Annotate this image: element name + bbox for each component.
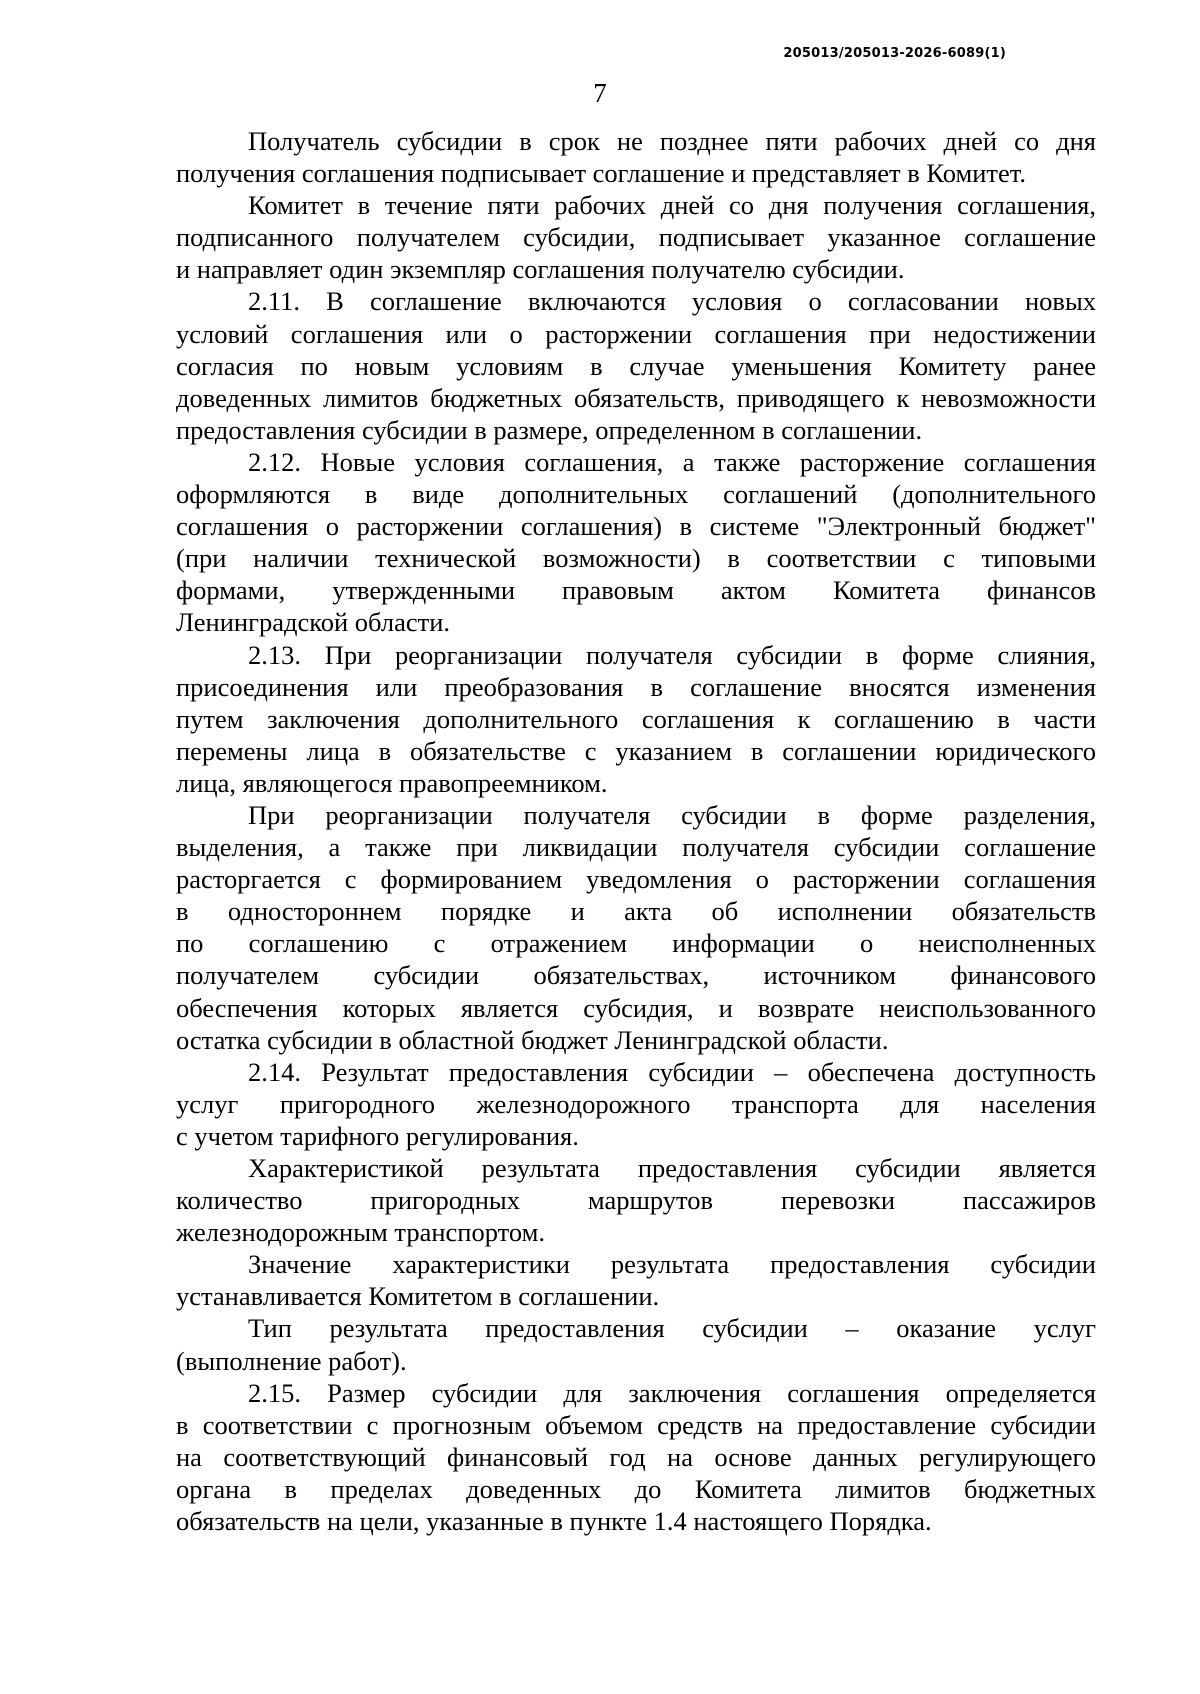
paragraph-line: Значение характеристики результата предоставления субсидии <box>248 1249 1096 1280</box>
paragraph-line: формами, утвержденными правовым актом Комитета финансов <box>176 575 1096 606</box>
paragraph-line: обязательств на цели, указанные в пункте 1.4 настоящего Порядка. <box>176 1506 932 1537</box>
paragraph <box>176 1248 1096 1312</box>
paragraph-line: перемены лица в обязательстве с указанием в соглашении юридического <box>176 735 1096 766</box>
paragraph <box>176 1312 1096 1376</box>
paragraph <box>176 1056 1096 1152</box>
paragraph-line: подписанного получателем субсидии, подписывает указанное соглашение <box>176 222 1096 253</box>
paragraph-line: Получатель субсидии в срок не позднее пяти рабочих дней со дня <box>248 126 1096 156</box>
paragraph-line: 2.15. Размер субсидии для заключения соглашения определяется <box>248 1377 1096 1408</box>
paragraph-line: соглашения о расторжении соглашения) в системе "Электронный бюджет" <box>176 511 1096 542</box>
paragraph-line: получения соглашения подписывает соглашение и представляет в Комитет. <box>176 158 1026 189</box>
paragraph-line: услуг пригородного железнодорожного транспорта для населения <box>176 1088 1096 1119</box>
paragraph <box>176 125 1096 189</box>
paragraph-line: получателем субсидии обязательствах, источником финансового <box>176 960 1096 991</box>
paragraph <box>176 1377 1096 1537</box>
paragraph-line: количество пригородных маршрутов перевозки пассажиров <box>176 1185 1096 1216</box>
paragraph-line: 2.13. При реорганизации получателя субсидии в форме слияния, <box>248 639 1096 670</box>
paragraph-line: выделения, а также при ликвидации получателя субсидии соглашение <box>176 832 1096 863</box>
paragraph <box>176 285 1096 445</box>
paragraph-line: Тип результата предоставления субсидии – оказание услуг <box>248 1313 1096 1344</box>
page-number: 7 <box>593 78 607 108</box>
paragraph-line: остатка субсидии в областной бюджет Ленинградской области. <box>176 1024 889 1055</box>
paragraph-line: согласия по новым условиям в случае уменьшения Комитету ранее <box>176 350 1096 381</box>
document-body <box>176 125 1096 1537</box>
paragraph-line: в одностороннем порядке и акта об исполнении обязательств <box>176 896 1096 927</box>
paragraph-line: обеспечения которых является субсидия, и возврате неиспользованного <box>176 992 1096 1023</box>
paragraph-line: присоединения или преобразования в соглашение вносятся изменения <box>176 671 1096 702</box>
paragraph-line: Характеристикой результата предоставления субсидии является <box>248 1153 1096 1183</box>
paragraph-line: (при наличии технической возможности) в соответствии с типовыми <box>176 543 1096 574</box>
paragraph-line: органа в пределах доведенных до Комитета лимитов бюджетных <box>176 1473 1096 1504</box>
paragraph-line: путем заключения дополнительного соглашения к соглашению в части <box>176 703 1096 734</box>
paragraph <box>176 189 1096 285</box>
paragraph-line: предоставления субсидии в размере, определенном в соглашении. <box>176 414 923 445</box>
paragraph-line: расторгается с формированием уведомления о расторжении соглашения <box>176 864 1096 895</box>
paragraph-line: 2.11. В соглашение включаются условия о согласовании новых <box>248 286 1096 317</box>
paragraph-line: 2.14. Результат предоставления субсидии – обеспечена доступность <box>248 1056 1096 1087</box>
paragraph-line: условий соглашения или о расторжении соглашения при недостижении <box>176 318 1096 349</box>
paragraph-line: на соответствующий финансовый год на основе данных регулирующего <box>176 1441 1096 1472</box>
paragraph-line: Комитет в течение пяти рабочих дней со дня получения соглашения, <box>248 190 1096 221</box>
paragraph-line: При реорганизации получателя субсидии в форме разделения, <box>248 799 1096 830</box>
paragraph-line: Ленинградской области. <box>176 607 451 638</box>
paragraph-line: с учетом тарифного регулирования. <box>176 1120 579 1151</box>
paragraph-line: лица, являющегося правопреемником. <box>176 767 608 798</box>
paragraph-line: по соглашению с отражением информации о неисполненных <box>176 928 1096 959</box>
paragraph <box>176 799 1096 1056</box>
paragraph-line: оформляются в виде дополнительных соглашений (дополнительного <box>176 479 1096 510</box>
paragraph <box>176 1152 1096 1248</box>
paragraph-line: доведенных лимитов бюджетных обязательств, приводящего к невозможности <box>176 382 1096 413</box>
paragraph-line: (выполнение работ). <box>176 1345 407 1376</box>
paragraph <box>176 639 1096 799</box>
paragraph-line: устанавливается Комитетом в соглашении. <box>176 1281 660 1312</box>
document-registration-code: 205013/205013-2026-6089(1) <box>783 46 1006 61</box>
paragraph <box>176 446 1096 639</box>
paragraph-line: в соответствии с прогнозным объемом средств на предоставление субсидии <box>176 1409 1096 1440</box>
paragraph-line: и направляет один экземпляр соглашения получателю субсидии. <box>176 254 905 285</box>
paragraph-line: железнодорожным транспортом. <box>176 1217 545 1248</box>
paragraph-line: 2.12. Новые условия соглашения, а также расторжение соглашения <box>248 446 1096 477</box>
